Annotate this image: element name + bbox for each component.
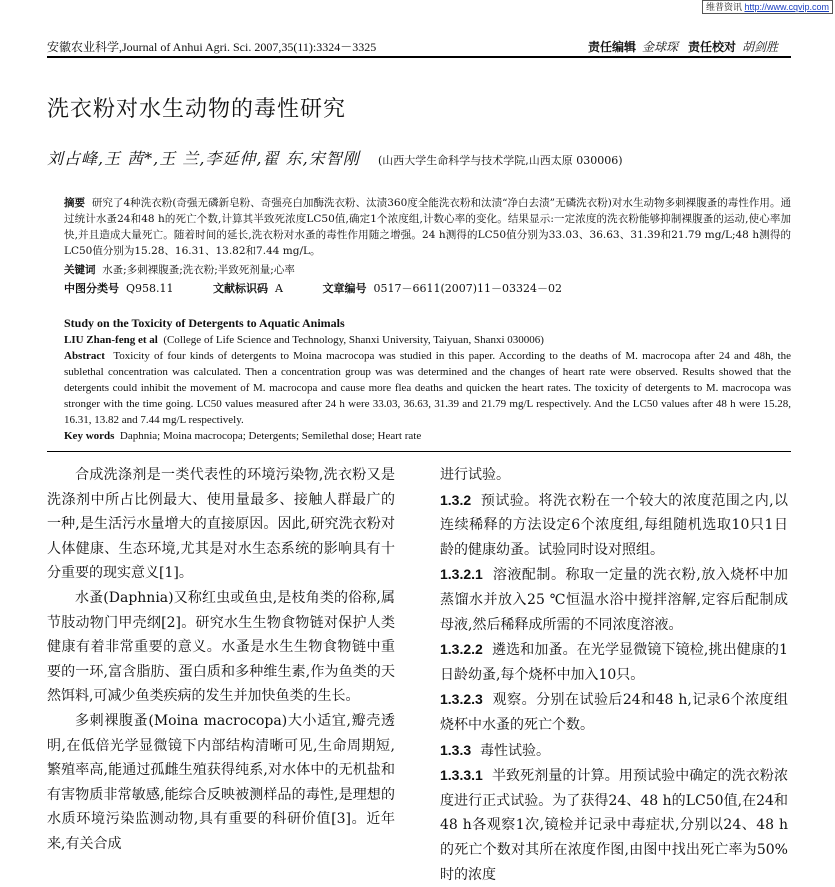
paragraph: 多刺裸腹蚤(Moina macrocopa)大小适宜,瓣壳透明,在低倍光学显微镜下内部结构清晰可见,生命周期短,繁殖率高,能通过孤雌生殖获得纯系,对水体中的无机盐和有害物质非常敏感,能综合反映被测样品的毒性,是理想的水质环境污染监测动物,具有重要的科研价值[3]。近年来,有关合成 <box>47 712 395 852</box>
abstract-rule <box>47 451 791 452</box>
paragraph: 进行试验。 <box>440 467 510 483</box>
classification-row: 中图分类号 Q958.11 文献标识码 A 文章编号 0517－6611(2007)11－03324－02 <box>64 282 563 295</box>
authors: 刘占峰,王 茜*,王 兰,李延伸,翟 东,宋智刚 <box>47 149 360 168</box>
section-1-3-2: 1.3.2 预试验。将洗衣粉在一个较大的浓度范围之内,以连续稀释的方法设定6个浓度组,每组随机选取10只1日龄的健康幼蚤。试验同时设对照组。 <box>440 491 788 558</box>
abstract-cn: 摘要 研究了4种洗衣粉(奇强无磷新皂粉、奇强亮白加酶洗衣粉、汰渍360度全能洗衣粉和汰渍“净白去渍”无磷洗衣粉)对水生动物多刺裸腹蚤的毒性作用。通过统计水蚤24和48 h的死亡个数,计算其半致死浓度LC50值,确定1个浓度组,计数心率的变化。结果显示:一定浓度的洗衣粉能够抑制裸腹蚤的运动,使心率加快,并且造成大量死亡。随着时间的延长,洗衣粉对水蚤的毒性作用随之增强。24 h测得的LC50值分别为33.03、36.63、31.39和21.79 mg/L;48 h测得的LC50值分别为15.28、16.31、13.82和7.44 mg/L。 <box>64 197 791 257</box>
editor-credits: 责任编辑 金球琛 责任校对 胡剑胜 <box>587 40 778 54</box>
affiliation: (山西大学生命科学与技术学院,山西太原 030006) <box>378 154 623 167</box>
english-title: Study on the Toxicity of Detergents to Aquatic Animals <box>64 316 345 330</box>
body-left-column <box>47 463 395 857</box>
section-1-3-3-1: 1.3.3.1 半致死剂量的计算。用预试验中确定的洗衣粉浓度进行正式试验。为了获得24、48 h的LC50值,在24和48 h各观察1次,镜检并记录中毒症状,分别以24、48 h的死亡个数对其所在浓度作图,由图中找出死亡率为50%时的浓度 <box>440 767 788 883</box>
keywords-cn: 关键词 水蚤;多刺裸腹蚤;洗衣粉;半致死剂量;心率 <box>64 264 295 276</box>
paragraph: 水蚤(Daphnia)又称红虫或鱼虫,是枝角类的俗称,属节肢动物门甲壳纲[2]。研究水生生物食物链对保护人类健康有着非常重要的意义。水蚤是水生生物食物链中重要的一环,富含脂肪、蛋白质和多种维生素,作为鱼类的天然饵料,可减少鱼类疾病的发生并加快鱼类的生长。 <box>47 589 395 705</box>
english-abstract: Abstract Toxicity of four kinds of detergents to Moina macrocopa was studied in this paper. According to the deaths of M. macrocopa after 24 and 48h, the sublethal concentration was calculated. Then a concentration group was was determined and the changes of heart rate were observed. Results showed that the detergents could inhibit the movement of M. macrocopa and cause more flea deaths and quicken the heart rates. The toxicity of detergents to M. macrocopa was stronger with the time going. LC50 values measured after 24 h were 33.03, 36.63, 31.39 and 21.79 mg/L respectively. And the LC50 values after 48 h were 15.28, 16.31, 13.82 and 7.44 mg/L respectively. <box>64 350 791 426</box>
section-1-3-2-3: 1.3.2.3 观察。分别在试验后24和48 h,记录6个浓度组烧杯中水蚤的死亡个数。 <box>440 691 789 733</box>
english-keywords: Key words Daphnia; Moina macrocopa; Detergents; Semilethal dose; Heart rate <box>64 430 422 442</box>
english-authors: LIU Zhan-feng et al (College of Life Science and Technology, Shanxi University, Taiyuan, Shanxi 030006) <box>64 334 544 346</box>
watermark-link[interactable]: http://www.cqvip.com <box>744 2 829 12</box>
page-title: 洗衣粉对水生动物的毒性研究 <box>47 97 347 122</box>
paragraph: 合成洗涤剂是一类代表性的环境污染物,洗衣粉又是洗涤剂中所占比例最大、使用量最多、接触人群最广的一种,是生活污水量增大的直接原因。因此,研究洗衣粉对人体健康、生态环境,尤其是对水生态系统的影响具有十分重要的现实意义[1]。 <box>47 467 395 582</box>
section-1-3-2-1: 1.3.2.1 溶液配制。称取一定量的洗衣粉,放入烧杯中加蒸馏水并放入25 ℃恒温水浴中搅拌溶解,定容后配制成母液,然后稀释成所需的不同浓度溶液。 <box>440 566 789 633</box>
watermark: 维普资讯 http://www.cqvip.com <box>702 0 833 14</box>
section-1-3-3: 1.3.3 毒性试验。 <box>440 741 551 759</box>
section-1-3-2-2: 1.3.2.2 遴选和加蚤。在光学显微镜下镜检,挑出健康的1日龄幼蚤,每个烧杯中加入10只。 <box>440 641 788 683</box>
running-header: 安徽农业科学,Journal of Anhui Agri. Sci. 2007,35(11):3324－3325 <box>47 40 377 54</box>
body-right-column <box>440 463 788 887</box>
header-rule <box>47 56 791 58</box>
